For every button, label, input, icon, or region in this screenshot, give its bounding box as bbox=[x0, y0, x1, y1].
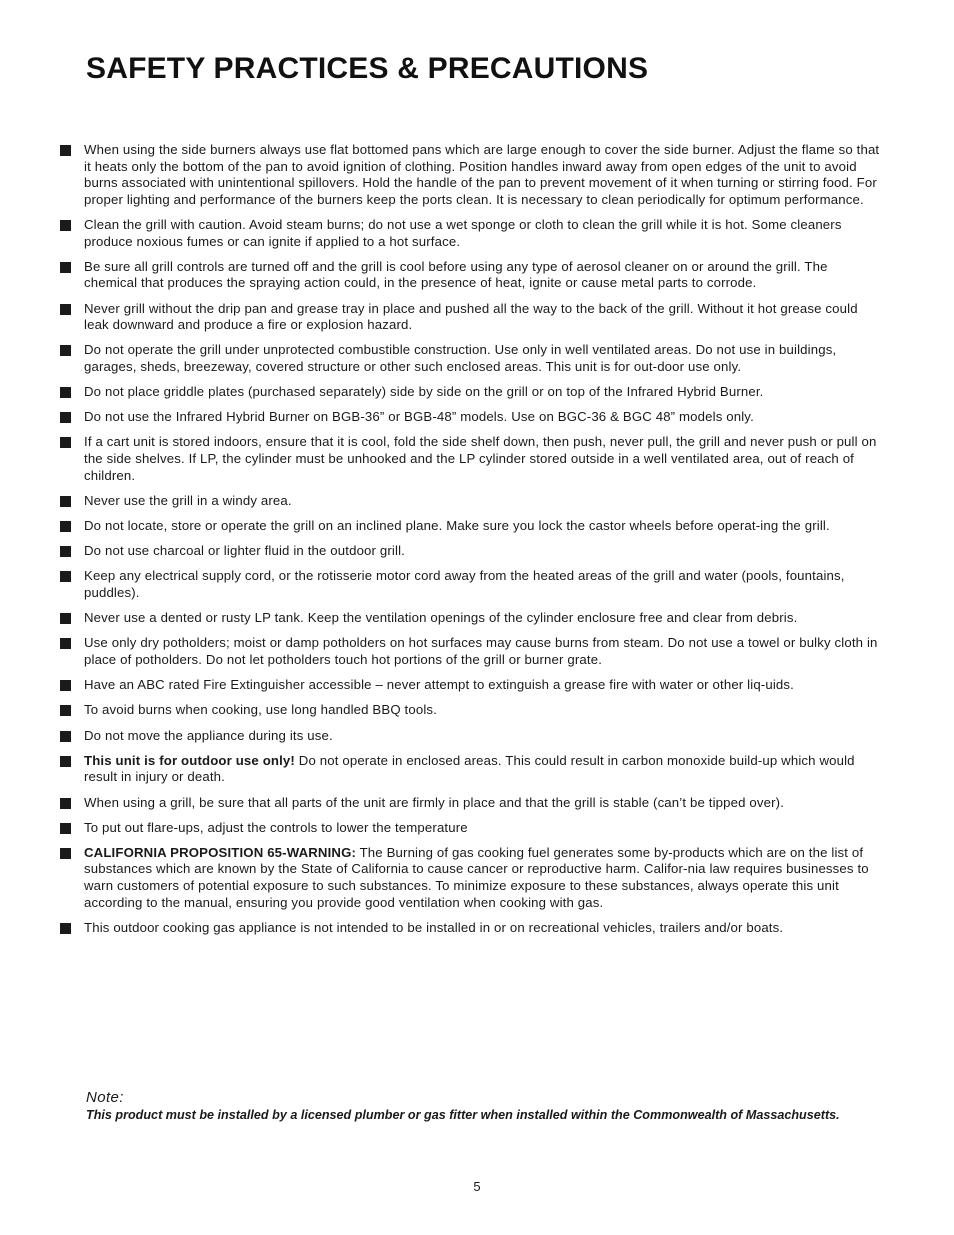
list-item bbox=[60, 384, 880, 401]
square-bullet-icon bbox=[60, 220, 71, 231]
list-item bbox=[60, 677, 880, 694]
square-bullet-icon bbox=[60, 613, 71, 624]
square-bullet-icon bbox=[60, 412, 71, 423]
square-bullet-icon bbox=[60, 496, 71, 507]
square-bullet-icon bbox=[60, 638, 71, 649]
list-item-text bbox=[84, 342, 880, 375]
list-item bbox=[60, 543, 880, 560]
list-item-text bbox=[84, 728, 880, 745]
list-item-body: The Burning of gas cooking fuel generates some by-products which are on the list of substances which are known by the State of California to cause cancer or reproductive harm. Califor-nia law requires businesses to warn customers of potential exposure to such substances. To minimize exposure to these substances, always operate this unit according to the manual, ensuring you provide good ventilation when cooking with gas. bbox=[84, 844, 869, 910]
list-item bbox=[60, 493, 880, 510]
list-item bbox=[60, 342, 880, 375]
list-item-text bbox=[84, 384, 880, 401]
square-bullet-icon bbox=[60, 680, 71, 691]
list-item-text bbox=[84, 610, 880, 627]
list-item bbox=[60, 702, 880, 719]
list-item-text bbox=[84, 845, 880, 911]
list-item-body: To put out flare-ups, adjust the controls to lower the temperature bbox=[84, 819, 468, 835]
list-item-text bbox=[84, 217, 880, 250]
list-item-body: When using a grill, be sure that all parts of the unit are firmly in place and that the grill is stable (can’t be tipped over). bbox=[84, 794, 785, 810]
list-item-body: Do not locate, store or operate the grill on an inclined plane. Make sure you lock the castor wheels before operat-ing the grill. bbox=[84, 518, 830, 534]
square-bullet-icon bbox=[60, 387, 71, 398]
list-item-text bbox=[84, 543, 880, 560]
list-item-text bbox=[84, 753, 880, 786]
safety-precautions-list bbox=[60, 142, 880, 945]
list-item-body: To avoid burns when cooking, use long handled BBQ tools. bbox=[84, 702, 437, 718]
list-item-body: Have an ABC rated Fire Extinguisher accessible – never attempt to extinguish a grease fire with water or other liq-uids. bbox=[84, 677, 794, 693]
list-item-body: Do not place griddle plates (purchased separately) side by side on the grill or on top of the Infrared Hybrid Burner. bbox=[84, 384, 764, 400]
list-item-body: Be sure all grill controls are turned off and the grill is cool before using any type of aerosol cleaner on or around the grill. The chemical that produces the spraying action could, in the presence of heat, ignite or cause metal parts to corrode. bbox=[84, 258, 828, 291]
list-item bbox=[60, 845, 880, 911]
square-bullet-icon bbox=[60, 437, 71, 448]
square-bullet-icon bbox=[60, 571, 71, 582]
list-item-text bbox=[84, 259, 880, 292]
list-item-body: Do not use charcoal or lighter fluid in the outdoor grill. bbox=[84, 543, 405, 559]
list-item-lead: CALIFORNIA PROPOSITION 65-WARNING: bbox=[84, 844, 357, 860]
square-bullet-icon bbox=[60, 848, 71, 859]
square-bullet-icon bbox=[60, 145, 71, 156]
list-item-text bbox=[84, 409, 880, 426]
list-item bbox=[60, 568, 880, 601]
list-item-body: Keep any electrical supply cord, or the rotisserie motor cord away from the heated areas of the grill and water (pools, fountains, puddles). bbox=[84, 568, 845, 600]
page-number: 5 bbox=[473, 1179, 481, 1194]
note-heading: Note: bbox=[86, 1089, 124, 1106]
list-item bbox=[60, 820, 880, 837]
square-bullet-icon bbox=[60, 546, 71, 557]
list-item-body: This outdoor cooking gas appliance is not intended to be installed in or on recreational vehicles, trailers and/or boats. bbox=[84, 919, 784, 935]
list-item-text bbox=[84, 920, 880, 937]
list-item-body: Do not use the Infrared Hybrid Burner on BGB-36” or BGB-48” models. Use on BGC-36 & BGC 48” models only. bbox=[84, 409, 754, 425]
square-bullet-icon bbox=[60, 731, 71, 742]
list-item-body: Do not operate the grill under unprotected combustible construction. Use only in well ventilated areas. Do not use in buildings, garages, sheds, breezeway, covered structure or other such enclosed areas. This unit is for out-door use only. bbox=[84, 342, 837, 374]
list-item-body: Clean the grill with caution. Avoid steam burns; do not use a wet sponge or cloth to clean the grill while it is hot. Some cleaners produce noxious fumes or can ignite if applied to a hot surface. bbox=[84, 216, 842, 249]
list-item bbox=[60, 635, 880, 668]
list-item-lead: This unit is for outdoor use only! bbox=[84, 752, 295, 768]
list-item-body: Never grill without the drip pan and grease tray in place and pushed all the way to the back of the grill. Without it hot grease could leak downward and produce a fire or explosion hazard. bbox=[84, 300, 858, 333]
list-item-text bbox=[84, 434, 880, 484]
list-item-text bbox=[84, 635, 880, 668]
list-item-text bbox=[84, 568, 880, 601]
list-item-text bbox=[84, 518, 880, 535]
square-bullet-icon bbox=[60, 756, 71, 767]
square-bullet-icon bbox=[60, 345, 71, 356]
page-title: SAFETY PRACTICES & PRECAUTIONS bbox=[86, 52, 649, 85]
list-item-text bbox=[84, 493, 880, 510]
list-item-body: When using the side burners always use flat bottomed pans which are large enough to cover the side burner. Adjust the flame so that it heats only the bottom of the pan to avoid ignition of clothing. Position handles inward away from open edges of the unit to avoid burns associated with unintentional spillovers. Hold the handle of the pan to prevent movement of it when turning or stirring food. For proper lighting and performance of the burners keep the ports clean. It is necessary to clean periodically for optimum performance. bbox=[84, 142, 880, 207]
list-item bbox=[60, 142, 880, 208]
list-item-text bbox=[84, 677, 880, 694]
list-item bbox=[60, 217, 880, 250]
list-item bbox=[60, 795, 880, 812]
square-bullet-icon bbox=[60, 521, 71, 532]
note-box bbox=[86, 1089, 866, 1124]
square-bullet-icon bbox=[60, 798, 71, 809]
list-item-text bbox=[84, 702, 880, 719]
list-item bbox=[60, 409, 880, 426]
list-item-body: If a cart unit is stored indoors, ensure that it is cool, fold the side shelf down, then push, never pull, the grill and never push or pull on the side shelves. If LP, the cylinder must be unhooked and the LP cylinder stored outside in a well ventilated area, out of reach of children. bbox=[84, 434, 877, 483]
list-item-body: Do not move the appliance during its use. bbox=[84, 727, 333, 743]
list-item-body: Do not operate in enclosed areas. This could result in carbon monoxide build-up which would result in injury or death. bbox=[84, 752, 855, 785]
list-item-text bbox=[84, 820, 880, 837]
list-item-text bbox=[84, 795, 880, 812]
list-item bbox=[60, 518, 880, 535]
square-bullet-icon bbox=[60, 823, 71, 834]
list-item bbox=[60, 920, 880, 937]
list-item bbox=[60, 753, 880, 786]
square-bullet-icon bbox=[60, 705, 71, 716]
list-item bbox=[60, 259, 880, 292]
list-item bbox=[60, 728, 880, 745]
list-item-text bbox=[84, 142, 880, 208]
list-item-body: Never use the grill in a windy area. bbox=[84, 492, 292, 508]
square-bullet-icon bbox=[60, 923, 71, 934]
list-item bbox=[60, 610, 880, 627]
square-bullet-icon bbox=[60, 262, 71, 273]
note-body: This product must be installed by a licensed plumber or gas fitter when installed within the Commonwealth of Massachusetts. bbox=[86, 1108, 840, 1122]
list-item-body: Use only dry potholders; moist or damp potholders on hot surfaces may cause burns from steam. Do not use a towel or bulky cloth in place of potholders. Do not let potholders touch hot portions of the grill or burner grate. bbox=[84, 635, 878, 667]
list-item-text bbox=[84, 301, 880, 334]
square-bullet-icon bbox=[60, 304, 71, 315]
list-item bbox=[60, 301, 880, 334]
list-item-body: Never use a dented or rusty LP tank. Keep the ventilation openings of the cylinder enclosure free and clear from debris. bbox=[84, 610, 798, 626]
list-item bbox=[60, 434, 880, 484]
